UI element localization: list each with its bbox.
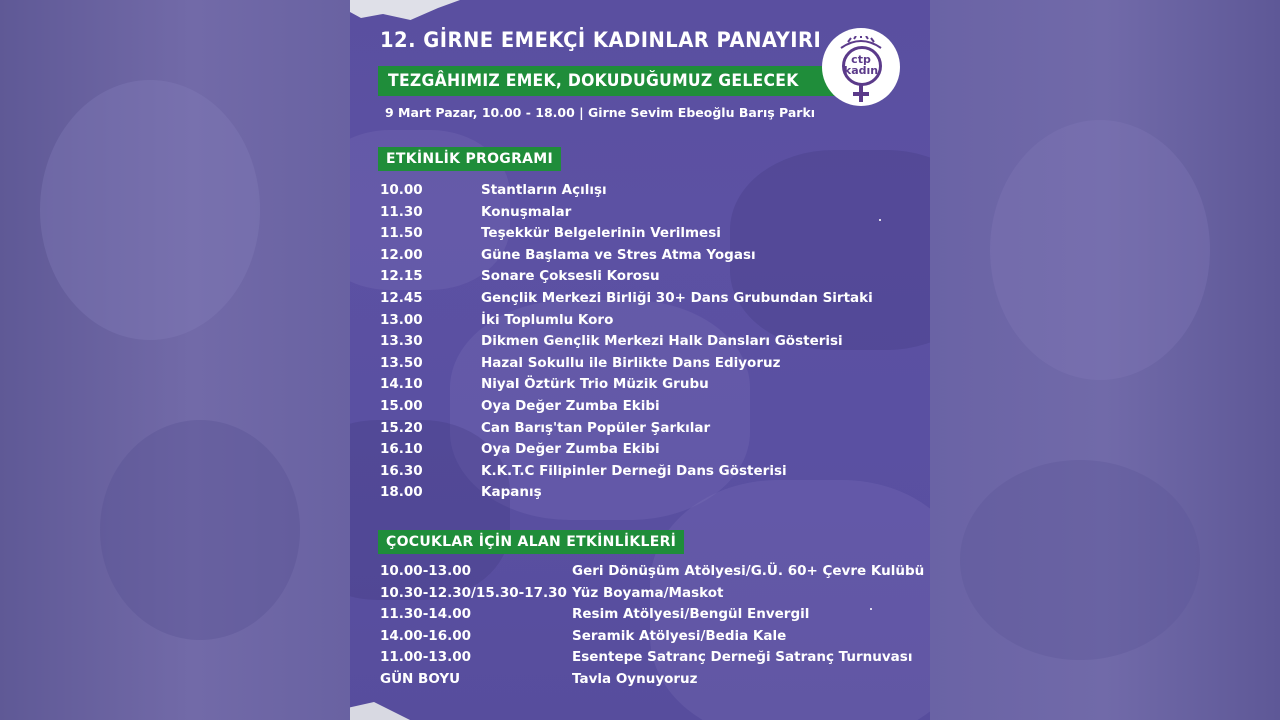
- item-time: 13.00: [380, 311, 423, 328]
- item-event: Stantların Açılışı: [481, 182, 607, 198]
- event-poster: [350, 0, 930, 720]
- item-event: Güne Başlama ve Stres Atma Yogası: [481, 246, 756, 263]
- blurred-background-left: [0, 0, 350, 720]
- item-event: İki Toplumlu Koro: [481, 311, 614, 328]
- item-time: 13.30: [380, 333, 423, 350]
- item-event: Tavla Oynuyoruz: [572, 670, 698, 687]
- item-time: 10.00-13.00: [380, 563, 472, 579]
- item-time: 11.30: [380, 203, 423, 220]
- item-time: 16.10: [380, 441, 423, 458]
- program-heading: ETKİNLİK PROGRAMI: [378, 147, 561, 171]
- item-time: 11.00-13.00: [380, 649, 472, 666]
- item-time: 13.50: [380, 354, 423, 371]
- item-time: 11.30-14.00: [380, 606, 472, 623]
- item-time: 16.30: [380, 462, 423, 479]
- item-time: 15.00: [380, 397, 423, 414]
- item-time: GÜN BOYU: [380, 670, 461, 687]
- item-event: Geri Dönüşüm Atölyesi/G.Ü. 60+ Çevre Kulübü: [572, 563, 925, 579]
- item-event: Niyal Öztürk Trio Müzik Grubu: [481, 376, 709, 393]
- item-time: 14.00-16.00: [380, 627, 472, 644]
- ctp-kadin-logo: ctp kadın: [822, 28, 900, 106]
- item-time: 18.00: [380, 484, 423, 501]
- item-time: 12.15: [380, 268, 423, 285]
- item-event: Oya Değer Zumba Ekibi: [481, 397, 660, 414]
- item-time: 12.00: [380, 246, 423, 263]
- item-time: 12.45: [380, 289, 423, 306]
- poster-title: 12. GİRNE EMEKÇİ KADINLAR PANAYIRI: [380, 28, 822, 52]
- item-time: 15.20: [380, 419, 423, 436]
- blurred-background-right: [930, 0, 1280, 720]
- item-event: Hazal Sokullu ile Birlikte Dans Ediyoruz: [481, 354, 781, 371]
- item-time: 10.30-12.30/15.30-17.30: [380, 584, 567, 601]
- item-event: Yüz Boyama/Maskot: [572, 584, 724, 601]
- item-event: Kapanış: [481, 484, 542, 501]
- item-time: 11.50: [380, 225, 423, 242]
- item-event: Teşekkür Belgelerinin Verilmesi: [481, 225, 721, 242]
- item-event: K.K.T.C Filipinler Derneği Dans Gösterisi: [481, 462, 787, 479]
- poster-tagline: TEZGÂHIMIZ EMEK, DOKUDUĞUMUZ GELECEK: [378, 66, 844, 96]
- item-time: 14.10: [380, 376, 423, 393]
- item-event: Dikmen Gençlik Merkezi Halk Dansları Gösterisi: [481, 333, 843, 350]
- item-event: Gençlik Merkezi Birliği 30+ Dans Grubundan Sirtaki: [481, 289, 873, 306]
- item-event: Oya Değer Zumba Ekibi: [481, 441, 660, 458]
- item-event: Esentepe Satranç Derneği Satranç Turnuvası: [572, 649, 913, 666]
- item-event: Konuşmalar: [481, 203, 572, 220]
- date-and-place: 9 Mart Pazar, 10.00 - 18.00 | Girne Sevim Ebeoğlu Barış Parkı: [385, 105, 816, 120]
- item-event: Seramik Atölyesi/Bedia Kale: [572, 627, 787, 644]
- item-event: Sonare Çoksesli Korosu: [481, 268, 660, 285]
- item-time: 10.00: [380, 182, 423, 198]
- item-event: Can Barış'tan Popüler Şarkılar: [481, 419, 711, 436]
- torn-paper-decoration: [350, 0, 460, 20]
- kids-heading: ÇOCUKLAR İÇİN ALAN ETKİNLİKLERİ: [378, 530, 684, 554]
- torn-paper-decoration: [350, 702, 410, 720]
- item-event: Resim Atölyesi/Bengül Envergil: [572, 606, 810, 623]
